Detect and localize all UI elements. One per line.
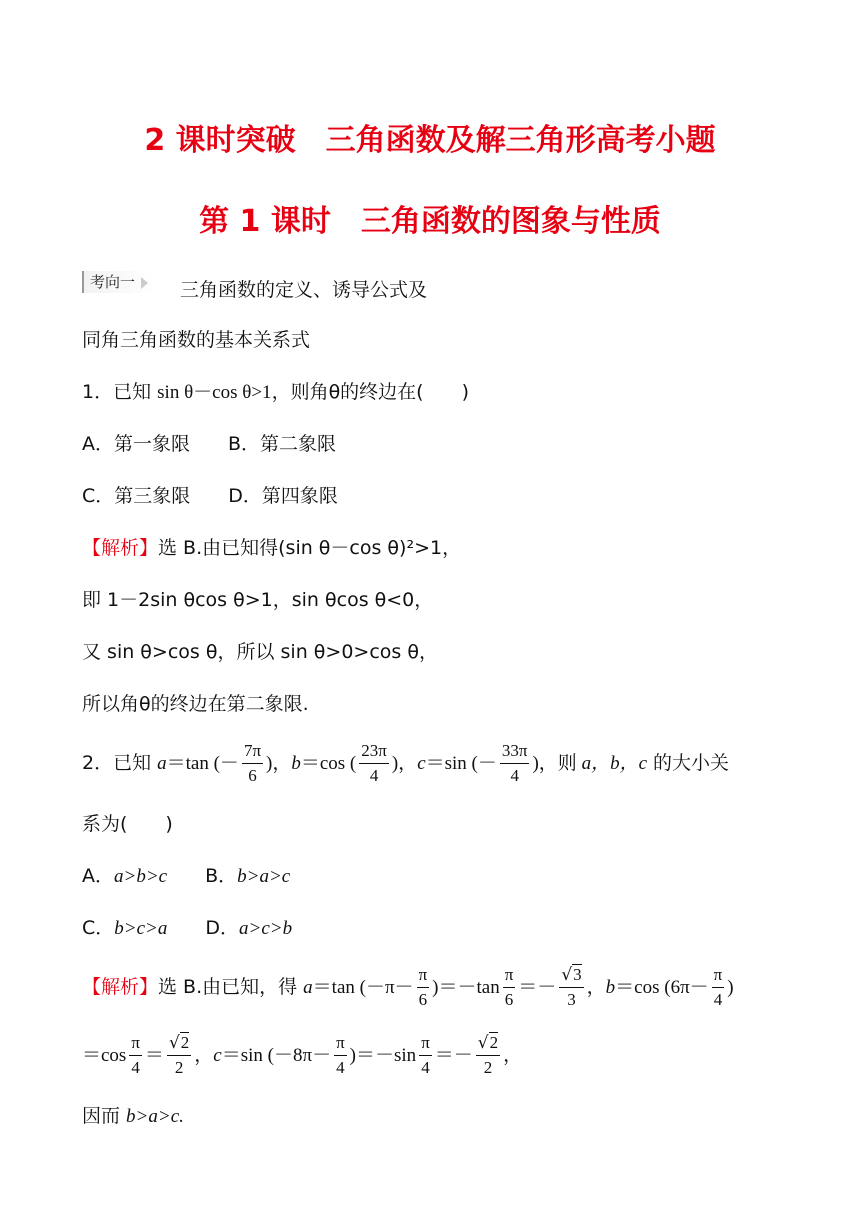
fraction-denominator: 4: [336, 1058, 345, 1077]
fraction-numerator: 7π: [242, 741, 263, 764]
var-b: b: [605, 977, 616, 998]
q2-number: 2．已知: [82, 752, 158, 774]
fraction: [129, 1033, 142, 1078]
q2-solution-1: [82, 962, 734, 1013]
q2-option-a: a>b>c: [114, 866, 168, 887]
fraction: [559, 965, 583, 1010]
fraction-denominator: 4: [713, 990, 723, 1009]
fraction: [419, 1033, 432, 1078]
q1-option-c: C．第三象限: [82, 485, 191, 507]
sqrt-icon: √: [168, 1033, 180, 1053]
q2-solution-text: ＝cos: [82, 1045, 127, 1066]
q2-solution-2: [82, 1030, 522, 1081]
fraction-denominator: 6: [504, 990, 514, 1009]
section-heading-2: 同角三角函数的基本关系式: [82, 329, 311, 351]
fraction: [476, 1033, 500, 1078]
fraction-denominator: 4: [131, 1058, 140, 1077]
fraction-denominator: 2: [174, 1058, 184, 1077]
q2-solution-text: ＝: [144, 1045, 164, 1066]
q1-solution-tag: 【解析】: [82, 537, 159, 559]
q1-option-d: D．第四象限: [228, 485, 338, 507]
q2-stem: [82, 738, 729, 789]
q2-text: ＝cos (: [300, 753, 357, 774]
fraction: [359, 741, 389, 786]
q2-option-a-label: A．: [82, 865, 114, 887]
sqrt-icon: √: [477, 1033, 489, 1053]
q2-text: )，则: [532, 753, 582, 774]
q1-number: 1．已知: [82, 381, 158, 403]
fraction: [503, 965, 516, 1010]
q2-solution-text: 因而: [82, 1105, 127, 1127]
radicand: 3: [573, 965, 582, 984]
q2-solution-text: )＝－tan: [432, 977, 500, 998]
fraction-numerator: π: [129, 1033, 142, 1056]
q1-solution-2: 即 1－2sin θcos θ>1，sin θcos θ<0，: [82, 589, 434, 611]
fraction-numerator: π: [417, 965, 430, 988]
q2-solution-text: ，: [586, 977, 606, 998]
q1-option-b: B．第二象限: [228, 433, 337, 455]
fraction-numerator: π: [503, 965, 516, 988]
fraction: [417, 965, 430, 1010]
q2-solution-text: ＝cos (6π－: [615, 977, 709, 998]
q2-solution-text: ，: [503, 1045, 523, 1066]
section-tag: [82, 271, 154, 293]
fraction-numerator: π: [712, 965, 725, 988]
q1-solution-4: 所以角θ的终边在第二象限.: [82, 693, 309, 715]
sqrt-icon: √: [561, 965, 573, 985]
fraction-denominator: 4: [421, 1058, 430, 1077]
q2-option-b: b>a>c: [237, 866, 291, 887]
q2-option-d-label: D．: [205, 917, 239, 939]
q2-option-d: a>c>b: [239, 918, 293, 939]
q1-solution-3: 又 sin θ>cos θ，所以 sin θ>0>cos θ，: [82, 641, 438, 663]
var-b: b: [291, 753, 301, 774]
q1-solution-1: [82, 536, 461, 560]
q2-option-c: b>c>a: [114, 918, 168, 939]
radicand: 2: [180, 1033, 190, 1052]
q1-stem-rest: ，则角θ的终边在( ): [271, 381, 470, 403]
main-title: 2 课时突破 三角函数及解三角形高考小题: [144, 123, 716, 158]
fraction-numerator: π: [419, 1033, 432, 1056]
q1-expression: sin θ－cos θ>1: [157, 382, 272, 403]
fraction-numerator: [476, 1033, 500, 1056]
fraction-numerator: 33π: [500, 741, 530, 764]
var-a: a: [157, 753, 167, 774]
q2-solution-tag: 【解析】: [82, 976, 159, 998]
q2-solution-text: ＝－: [434, 1045, 473, 1066]
section-tag-label: 考向一: [90, 273, 136, 291]
sub-title: 第 1 课时 三角函数的图象与性质: [199, 204, 661, 239]
q1-options-row2: [82, 484, 338, 508]
q2-option-b-label: B．: [205, 865, 238, 887]
q1-option-a: A．第一象限: [82, 433, 190, 455]
var-c: c: [213, 1045, 222, 1066]
q2-text: 的大小关: [647, 752, 730, 774]
q1-stem: [82, 380, 469, 405]
q2-option-c-label: C．: [82, 917, 115, 939]
var-a: a: [303, 977, 313, 998]
q2-text: )，: [266, 753, 292, 774]
fraction-numerator: π: [334, 1033, 347, 1056]
q2-text: )，: [391, 753, 418, 774]
fraction-numerator: 23π: [359, 741, 389, 764]
fraction-denominator: 4: [369, 766, 379, 785]
tag-arrow-icon: [141, 277, 148, 289]
fraction-numerator: [167, 1033, 191, 1056]
q2-solution-text: ＝tan (－π－: [312, 977, 414, 998]
q2-stem-line2: 系为( ): [82, 813, 173, 835]
fraction-denominator: 6: [248, 766, 257, 785]
q2-text: ＝tan (－: [166, 753, 239, 774]
q2-text: ＝sin (－: [425, 753, 497, 774]
q2-solution-text: ＝－: [518, 977, 557, 998]
q1-solution-text-1: 选 B.由已知得(sin θ－cos θ)²>1，: [158, 537, 462, 559]
q2-vars: a，b，c: [581, 753, 647, 774]
fraction-denominator: 4: [510, 766, 519, 785]
fraction: [712, 965, 725, 1010]
q2-solution-text: )＝－sin: [349, 1045, 417, 1066]
q2-solution-text: ＝sin (－8π－: [221, 1045, 332, 1066]
section-heading-1: 三角函数的定义、诱导公式及: [180, 279, 428, 301]
q1-options-row1: [82, 432, 336, 456]
fraction-denominator: 3: [567, 990, 576, 1009]
fraction: [167, 1033, 191, 1078]
q2-solution-3: [82, 1104, 184, 1129]
q2-conclusion: b>a>c.: [126, 1106, 184, 1127]
q2-solution-text: ): [727, 977, 734, 998]
var-c: c: [417, 753, 426, 774]
fraction: [242, 741, 263, 786]
q2-options-row1: [82, 864, 290, 889]
fraction-denominator: 6: [418, 990, 428, 1009]
fraction-numerator: [559, 965, 583, 988]
q2-solution-text: ，: [194, 1045, 214, 1066]
fraction-denominator: 2: [483, 1058, 493, 1077]
fraction: [500, 741, 530, 786]
q2-options-row2: [82, 916, 292, 941]
fraction: [334, 1033, 347, 1078]
radicand: 2: [489, 1033, 499, 1052]
q2-solution-text: 选 B.由已知，得: [158, 976, 304, 998]
